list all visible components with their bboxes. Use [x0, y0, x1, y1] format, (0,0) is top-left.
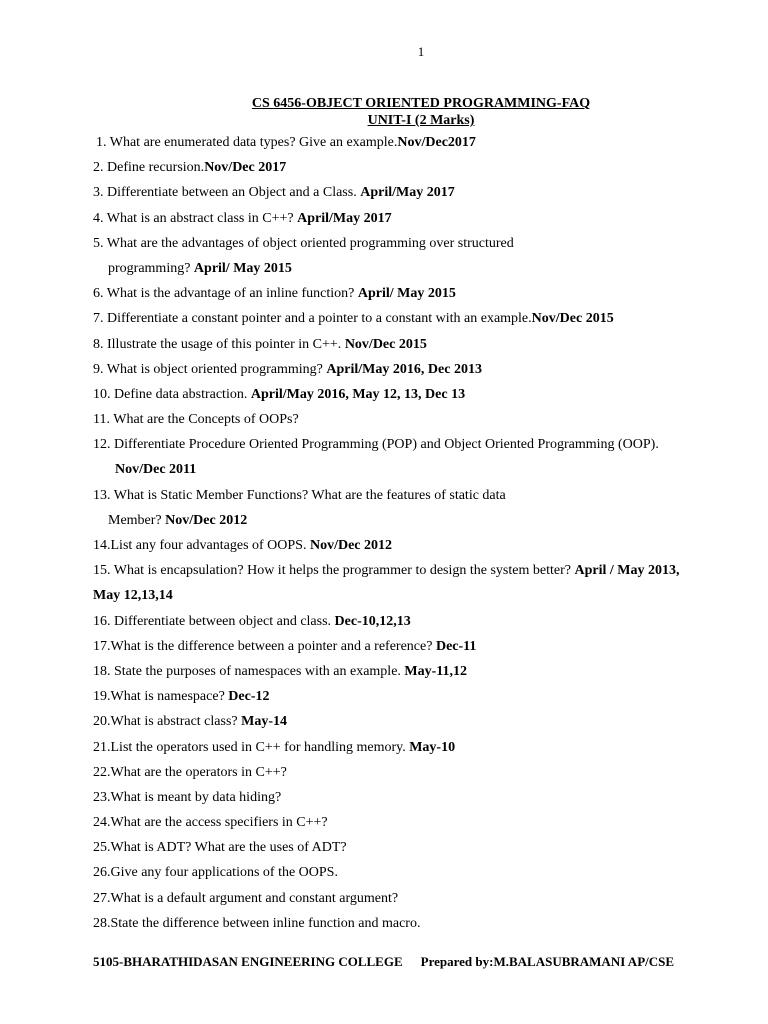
question-line: 21.List the operators used in C++ for handling memory. May-10	[93, 739, 456, 755]
exam-date: Nov/Dec 2012	[309, 538, 393, 553]
question-line: 2. Define recursion.Nov/Dec 2017	[93, 160, 287, 176]
question-line: 10. Define data abstraction. April/May 2016, May 12, 13, Dec 13	[93, 386, 466, 402]
question-line: 3. Differentiate between an Object and a Class. April/May 2017	[93, 185, 455, 201]
question-line: 24.What are the access specifiers in C++?	[93, 815, 328, 831]
question-line: 25.What is ADT? What are the uses of ADT?	[93, 840, 347, 856]
question-line: 18. State the purposes of namespaces with an example. May-11,12	[93, 663, 468, 679]
question-line: 11. What are the Concepts of OOPs?	[93, 412, 299, 428]
question-line	[93, 583, 763, 608]
exam-date: May-10	[409, 739, 456, 755]
exam-date: April/May 2017	[360, 185, 455, 201]
exam-date: Nov/Dec 2011	[115, 462, 197, 478]
question-line: 5. What are the advantages of object oriented programming over structured	[93, 235, 514, 251]
question-line: 20.What is abstract class? May-14	[93, 714, 288, 730]
question-line: 28.State the difference between inline function and macro.	[93, 915, 421, 931]
question-line: 27.What is a default argument and constant argument?	[93, 890, 399, 906]
page-footer	[93, 954, 753, 970]
exam-date: Nov/Dec 2012	[165, 512, 248, 528]
question-line	[93, 457, 763, 482]
unit-heading: UNIT-I (2 Marks)	[367, 113, 475, 128]
question-line: 6. What is the advantage of an inline function? April/ May 2015	[93, 286, 456, 302]
question-line: programming? April/ May 2015	[108, 260, 292, 276]
exam-date: April/May 2017	[297, 210, 392, 226]
exam-date: Dec-12	[228, 689, 270, 705]
question-line: 9. What is object oriented programming? April/May 2016, Dec 2013	[93, 361, 482, 377]
question-line: 8. Illustrate the usage of this pointer in C++. Nov/Dec 2015	[93, 336, 427, 352]
exam-date: Nov/Dec 2015	[531, 311, 614, 327]
exam-date: May 12,13,14	[93, 588, 173, 604]
exam-date: Nov/Dec 2015	[344, 336, 427, 352]
footer-college: 5105-BHARATHIDASAN ENGINEERING COLLEGE	[93, 954, 403, 969]
question-line: 17.What is the difference between a pointer and a reference? Dec-11	[93, 638, 477, 654]
question-line: 12. Differentiate Procedure Oriented Programming (POP) and Object Oriented Programming (OOP).	[93, 437, 659, 453]
question-list	[93, 130, 763, 936]
question-line: 4. What is an abstract class in C++? April/May 2017	[93, 210, 392, 226]
exam-date: April/ May 2015	[193, 260, 292, 276]
page-number: 1	[417, 44, 425, 59]
exam-date: May-14	[241, 714, 288, 730]
question-line: Member? Nov/Dec 2012	[108, 512, 248, 528]
question-line: 14.List any four advantages of OOPS. Nov/Dec 2012	[93, 538, 393, 553]
question-line: 19.What is namespace? Dec-12	[93, 689, 270, 705]
exam-date: April/May 2016, May 12, 13, Dec 13	[250, 386, 466, 402]
page-title: CS 6456-OBJECT ORIENTED PROGRAMMING-FAQ	[251, 96, 591, 111]
exam-date: April/ May 2015	[357, 286, 456, 302]
question-line: 26.Give any four applications of the OOPS.	[93, 865, 338, 881]
question-line: 7. Differentiate a constant pointer and a pointer to a constant with an example.Nov/Dec 2015	[93, 311, 614, 327]
question-line: 22.What are the operators in C++?	[93, 764, 287, 780]
exam-date: Dec-11	[435, 638, 477, 654]
question-line: 16. Differentiate between object and class. Dec-10,12,13	[93, 613, 411, 629]
question-line: 13. What is Static Member Functions? What are the features of static data	[93, 487, 506, 503]
exam-date: April/May 2016, Dec 2013	[326, 361, 482, 377]
exam-date: April / May 2013,	[574, 563, 680, 579]
exam-date: Nov/Dec2017	[397, 135, 476, 150]
footer-prepared-by: Prepared by:M.BALASUBRAMANI AP/CSE	[420, 954, 675, 969]
question-line: 23.What is meant by data hiding?	[93, 789, 282, 805]
exam-date: Nov/Dec 2017	[204, 160, 287, 176]
question-line: 15. What is encapsulation? How it helps the programmer to design the system better? April / May 2013,	[93, 563, 680, 579]
question-line: 1. What are enumerated data types? Give an example.Nov/Dec2017	[96, 135, 476, 150]
exam-date: May-11,12	[404, 663, 468, 679]
exam-date: Dec-10,12,13	[334, 613, 411, 629]
